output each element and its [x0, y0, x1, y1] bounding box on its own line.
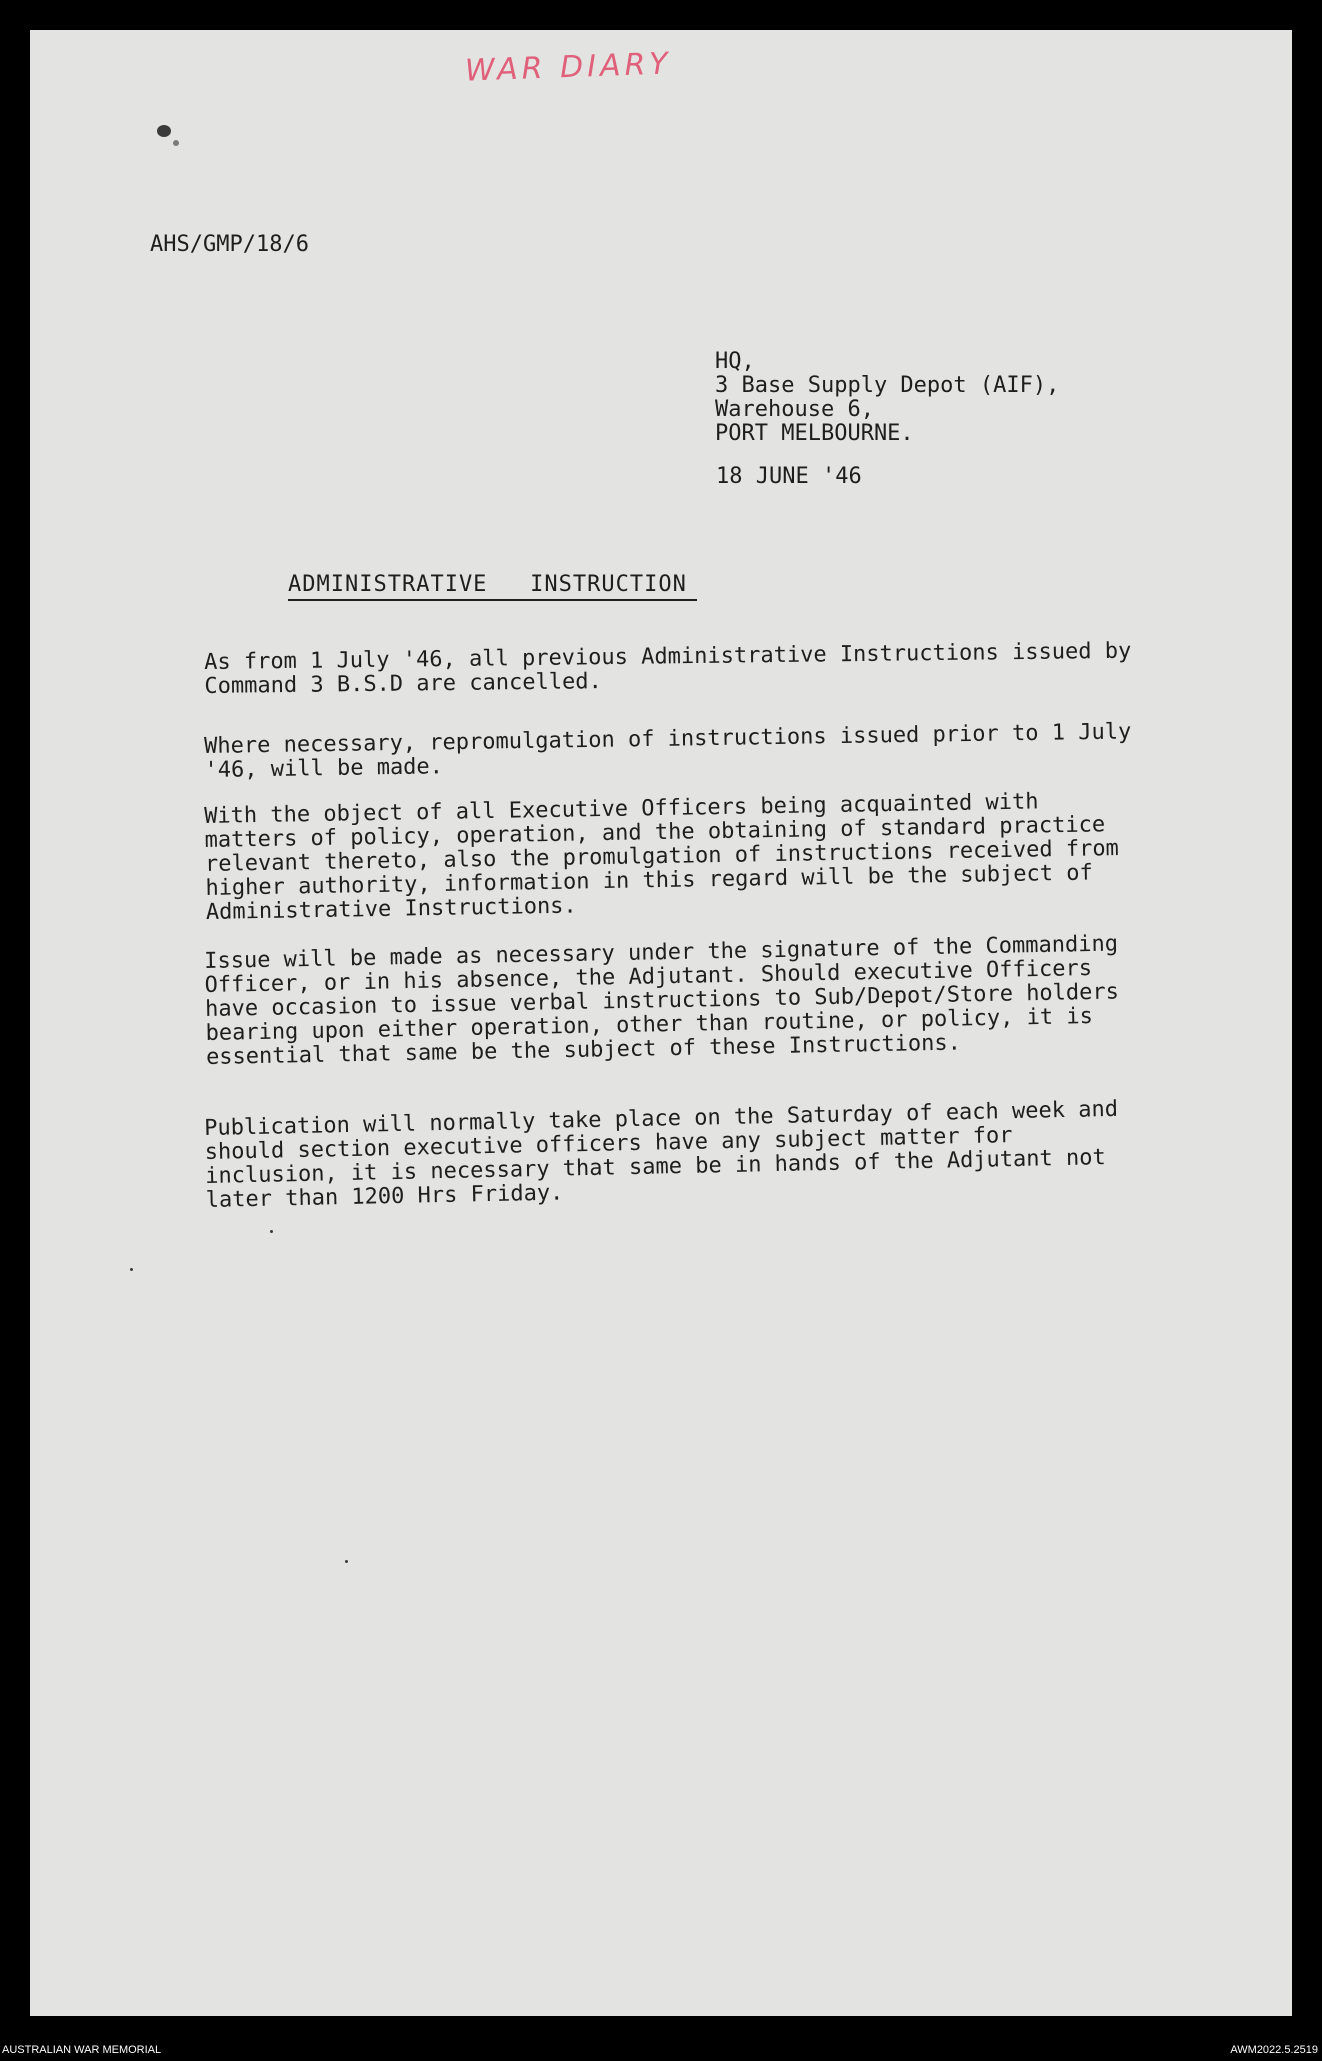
paper-speck: [130, 1268, 133, 1271]
ink-blot: [173, 140, 179, 146]
paragraph: Issue will be made as necessary under the signature of the Commanding Officer, or in his absence, the Adjutant. Should executive Officers have occasion to issue verbal instructions to Sub/Depot/Store holders bearing upon either operation, other than routine, or policy, it is essential that same be the subject of these Instructions.: [203, 931, 1120, 1070]
paper-speck: [345, 1560, 348, 1563]
war-diary-annotation: WAR DIARY: [464, 46, 673, 89]
paper-speck: [270, 1230, 273, 1233]
reference-number: AHS/GMP/18/6: [150, 232, 309, 257]
sender-address: HQ, 3 Base Supply Depot (AIF), Warehouse 6, PORT MELBOURNE.: [715, 349, 1060, 446]
ink-blot: [157, 125, 171, 137]
paragraph: Where necessary, repromulgation of instructions issued prior to 1 July '46, will be made.: [203, 719, 1132, 783]
document-page: [30, 30, 1292, 2016]
document-title: ADMINISTRATIVE INSTRUCTION: [288, 573, 697, 601]
paragraph: With the object of all Executive Officers being acquainted with matters of policy, operation, and the obtaining of standard practice relevant thereto, also the promulgation of instructions received from higher authority, information in this regard will be the subject of Administrative Instructions.: [203, 789, 1120, 925]
paragraph: As from 1 July '46, all previous Administrative Instructions issued by Command 3 B.S.D are cancelled.: [203, 638, 1132, 699]
archive-id: AWM2022.5.2519: [1230, 2044, 1318, 2056]
archive-credit: AUSTRALIAN WAR MEMORIAL: [2, 2044, 162, 2056]
document-date: 18 JUNE '46: [716, 464, 862, 489]
paragraph: Publication will normally take place on the Saturday of each week and should section executive officers have any subject matter for inclusion, it is necessary that same be in hands of the Adjutant not later than 1200 Hrs Friday.: [203, 1096, 1119, 1213]
